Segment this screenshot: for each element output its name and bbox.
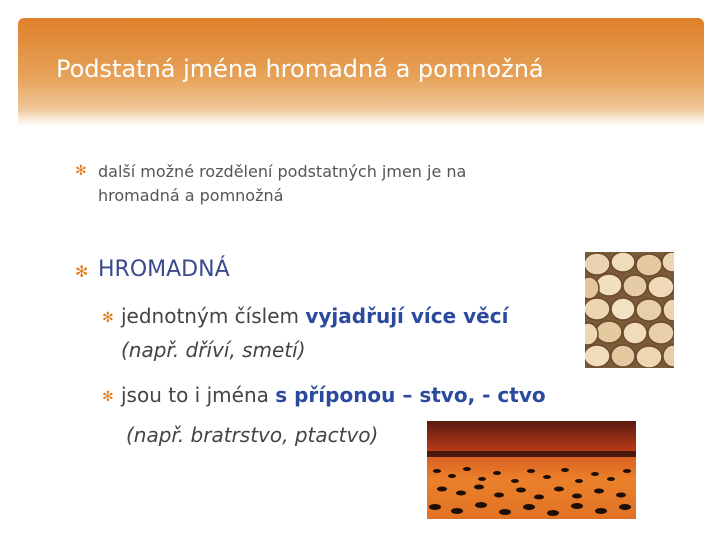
bullet-text-intro bbox=[98, 160, 466, 208]
sub-bullet-2 bbox=[121, 383, 546, 407]
firewood-image bbox=[585, 252, 674, 368]
bullet-heading-hromadna: HROMADNÁ bbox=[98, 257, 230, 282]
bullet-text-intro-line1: další možné rozdělení podstatných jmen je na bbox=[98, 162, 467, 181]
sub-bullet-1 bbox=[121, 304, 508, 328]
asterisk-bullet-icon: ✻ bbox=[75, 163, 87, 179]
sub-bullet-1-example: (např. dříví, smetí) bbox=[121, 338, 306, 362]
asterisk-bullet-icon: ✻ bbox=[102, 310, 114, 326]
sub-bullet-2-emphasis: s příponou – stvo, - ctvo bbox=[275, 383, 546, 407]
sub-bullet-1-emphasis: vyjadřují více věcí bbox=[305, 304, 509, 328]
asterisk-bullet-icon: ✻ bbox=[102, 389, 114, 405]
sub-bullet-1-text: jednotným číslem bbox=[121, 304, 306, 328]
sub-bullet-2-text: jsou to i jména bbox=[121, 383, 276, 407]
asterisk-bullet-icon: ✻ bbox=[75, 262, 89, 281]
slide-title: Podstatná jména hromadná a pomnožná bbox=[56, 55, 544, 83]
sub-bullet-2-example: (např. bratrstvo, ptactvo) bbox=[126, 423, 379, 447]
bullet-text-intro-line2: hromadná a pomnožná bbox=[98, 186, 284, 205]
birds-sunset-image bbox=[427, 421, 636, 519]
